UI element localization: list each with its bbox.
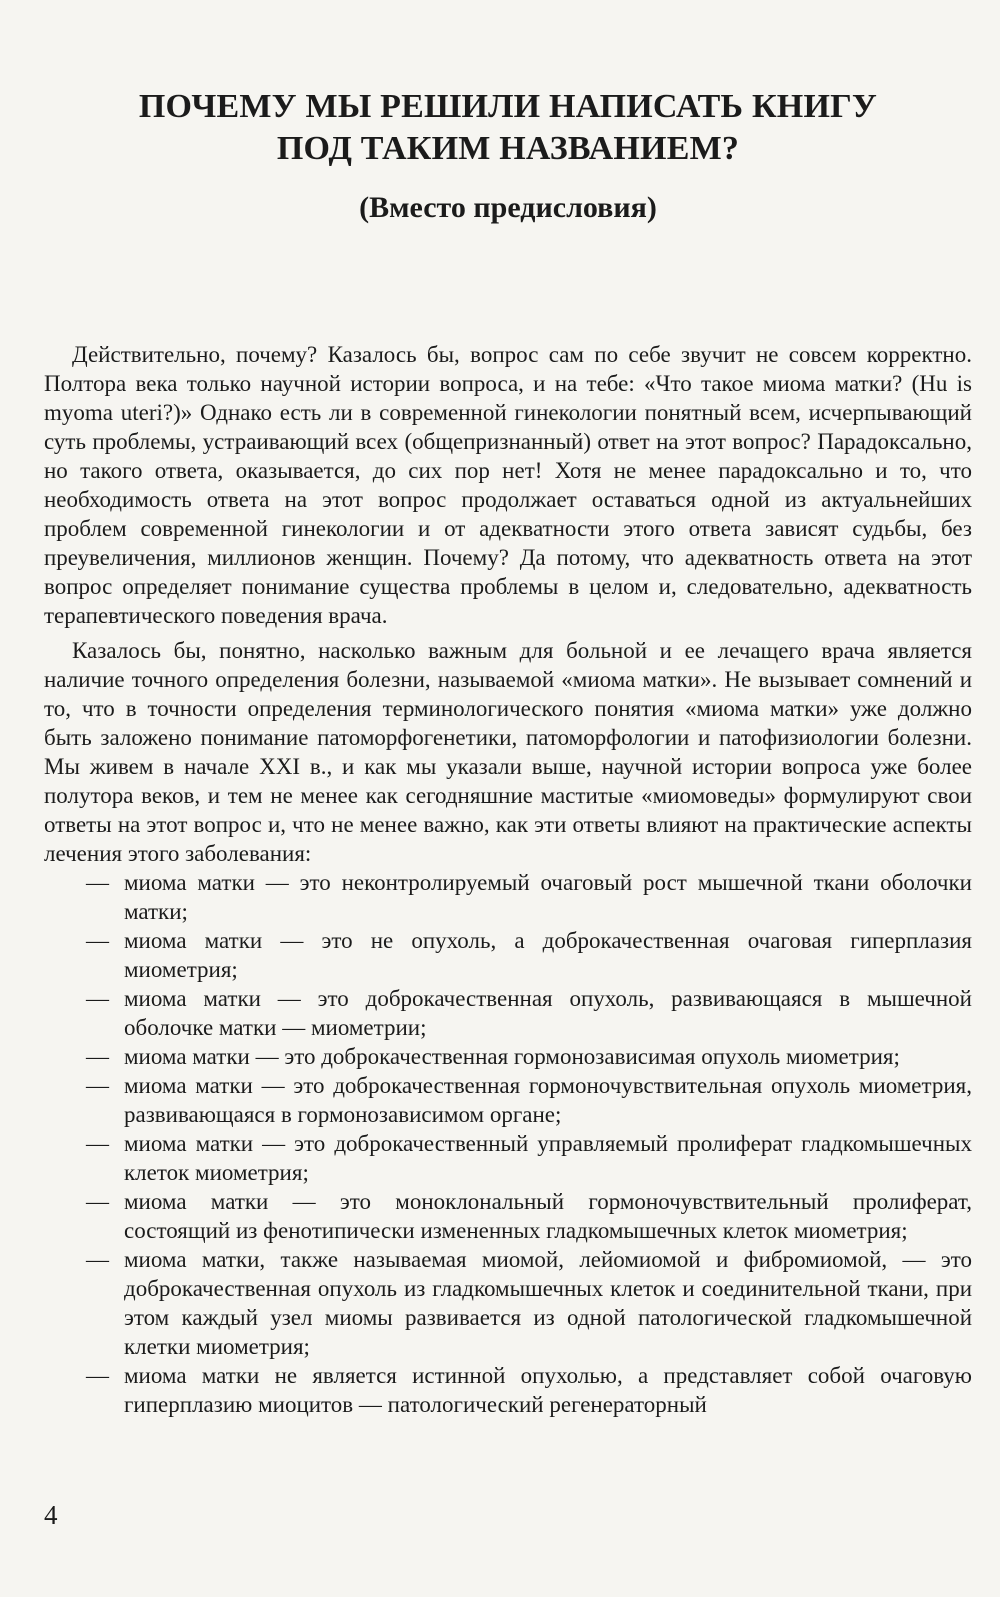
list-item-text: миома матки — это доброкачественная гормонозависимая опухоль миометрия;: [124, 1044, 900, 1069]
book-page: [44, 0, 972, 1597]
chapter-title: [44, 86, 972, 170]
list-item-text: миома матки — это не опухоль, а доброкачественная очаговая гиперплазия миометрия;: [124, 928, 972, 982]
list-item: [44, 926, 972, 984]
paragraph: Действительно, почему? Казалось бы, вопрос сам по себе звучит не совсем корректно. Полтора века только научной истории вопроса, и на тебе: «Что такое миома матки? (Hu is myoma uteri?)» Однако есть ли в современной гинекологии понятный всем, исчерпывающий суть проблемы, устраивающий всех (общепризнанный) ответ на этот вопрос? Парадоксально, но такого ответа, оказывается, до сих пор нет! Хотя не менее парадоксально и то, что необходимость ответа на этот вопрос продолжает оставаться одной из актуальнейших проблем современной гинекологии и от адекватности этого ответа зависят судьбы, без преувеличения, миллионов женщин. Почему? Да потому, что адекватность ответа на этот вопрос определяет понимание существа проблемы в целом и, следовательно, адекватность терапевтического поведения врача.: [44, 342, 972, 628]
page-body: [44, 340, 972, 1419]
list-item-text: миома матки — это доброкачественная опухоль, развивающаяся в мышечной оболочке матки — миометрии;: [124, 986, 972, 1040]
list-item-text: миома матки — это доброкачественная гормоночувствительная опухоль миометрия, развивающаяся в гормонозависимом органе;: [124, 1073, 972, 1127]
list-item-text: миома матки — это неконтролируемый очаговый рост мышечной ткани оболочки матки;: [124, 870, 972, 924]
list-item-text: миома матки — это доброкачественный управляемый пролиферат гладкомышечных клеток миометрия;: [124, 1131, 972, 1185]
paragraph: Казалось бы, понятно, насколько важным для больной и ее лечащего врача является наличие точного определения болезни, называемой «миома матки». Не вызывает сомнений и то, что в точности определения терминологического понятия «миома матки» уже должно быть заложено понимание патоморфогенетики, патоморфологии и патофизиологии болезни. Мы живем в начале XXI в., и как мы указали выше, научной истории вопроса уже более полутора веков, и тем не менее как сегодняшние маститые «миомоведы» формулируют свои ответы на этот вопрос и, что не менее важно, как эти ответы влияют на практические аспекты лечения этого заболевания:: [44, 638, 972, 866]
list-item: [44, 1042, 972, 1071]
list-item: [44, 868, 972, 926]
list-item: [44, 1187, 972, 1245]
page-number: 4: [44, 1500, 58, 1530]
list-item: [44, 1129, 972, 1187]
dash-marker: —: [86, 986, 109, 1011]
list-item: [44, 1361, 972, 1419]
list-item: [44, 1071, 972, 1129]
list-item-text: миома матки не является истинной опухолью, а представляет собой очаговую гиперплазию миоцитов — патологический регенераторный: [124, 1363, 972, 1417]
dash-marker: —: [86, 1363, 109, 1388]
list-item: [44, 984, 972, 1042]
dash-marker: —: [86, 1044, 109, 1069]
definitions-list: [44, 868, 972, 1419]
dash-marker: —: [86, 1189, 109, 1214]
dash-marker: —: [86, 1247, 109, 1272]
chapter-title-line-1: ПОЧЕМУ МЫ РЕШИЛИ НАПИСАТЬ КНИГУ: [138, 88, 878, 125]
dash-marker: —: [86, 1131, 109, 1156]
dash-marker: —: [86, 928, 109, 953]
dash-marker: —: [86, 1073, 109, 1098]
chapter-subtitle: (Вместо предисловия): [359, 191, 657, 224]
list-item-text: миома матки, также называемая миомой, лейомиомой и фибромиомой, — это доброкачественная опухоль из гладкомышечных клеток и соединительной ткани, при этом каждый узел миомы развивается из одной патологической гладкомышечной клетки миометрия;: [124, 1247, 972, 1359]
chapter-title-line-2: ПОД ТАКИМ НАЗВАНИЕМ?: [276, 130, 740, 167]
list-item: [44, 1245, 972, 1361]
list-item-text: миома матки — это моноклональный гормоночувствительный пролиферат, состоящий из фенотипически измененных гладкомышечных клеток миометрия;: [124, 1189, 972, 1243]
dash-marker: —: [86, 870, 109, 895]
